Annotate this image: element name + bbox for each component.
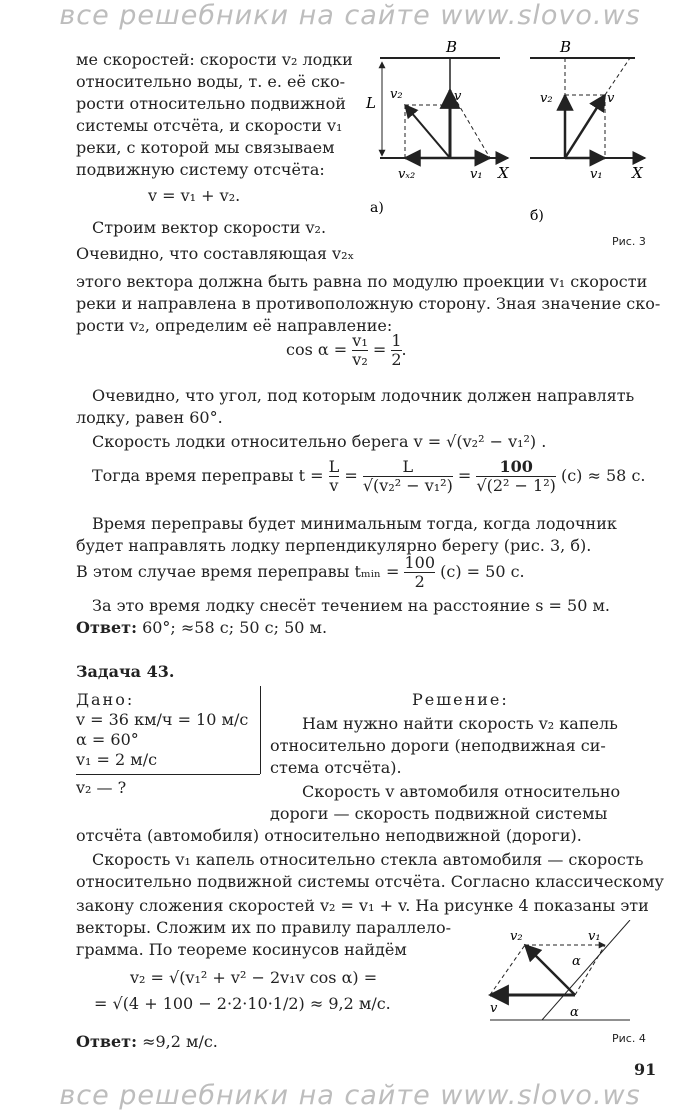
label-alpha-bottom: α [570,1005,579,1020]
text-line: Очевидно, что составляющая v₂ₓ [76,244,355,263]
label-v2: v₂ [510,929,523,944]
text-line: стема отсчёта). [270,758,402,777]
find-item: v₂ — ? [76,778,127,797]
text-line: Нам нужно найти скорость v₂ капель [302,714,618,733]
text-line: относительно подвижной системы отсчёта. Согласно классическому [76,872,664,891]
equation-vector-sum: v = v₁ + v₂. [148,186,241,205]
label-v: v [454,89,462,104]
label-a: а) [370,200,384,216]
fig3-caption: Рис. 3 [612,235,646,248]
label-v2: v₂ [390,87,403,102]
equation-cos-law-1: v₂ = √(v₁² + v² − 2v₁v cos α) = [130,968,378,987]
label-vx2: vₓ₂ [398,167,416,182]
text-line: ме скоростей: скорости v₂ лодки [76,50,353,69]
text-line: рости v₂, определим её направление: [76,316,393,335]
text-line: закону сложения скоростей v₂ = v₁ + v. На рисунке 4 показаны эти [76,896,649,915]
given-title: Дано: [76,690,135,709]
text-line: отсчёта (автомобиля) относительно неподвижной (дороги). [76,826,582,845]
text-line: реки и направлена в противоположную сторону. Зная значение ско- [76,294,661,313]
text-line: системы отсчёта, и скорости v₁ [76,116,343,135]
label-v1: v₁ [470,167,483,182]
text-line: подвижную систему отсчёта: [76,160,325,179]
equation-tmin: В этом случае время переправы tₘᵢₙ = $\frac{100}{2}$ (с) = 50 с. [76,553,525,591]
label-alpha-top: α [572,954,581,969]
text-line: Скорость v автомобиля относительно [302,782,621,801]
text-line: Скорость лодки относительно берега v = √(v₂² − v₁²) . [92,432,547,451]
text-line: реки, с которой мы связываем [76,138,335,157]
label-X: X [498,164,509,182]
solution-title: Решение: [412,690,509,709]
equation-time: Тогда время переправы t = $\frac{L}{v}$ = $\frac{L}{\text{√(v₂² − v₁²)}}$ = $\frac{100}{\text{√(2² − 1²)}}$ (с) ≈ 58 с. [92,457,646,495]
text-line: За это время лодку снесёт течением на расстояние s = 50 м. [92,596,610,615]
text-line: Время переправы будет минимальным тогда, когда лодочник [92,514,617,533]
text-line: Скорость v₁ капель относительно стекла автомобиля — скорость [92,850,644,869]
equation-cos-law-2: = √(4 + 100 − 2·2·10·1/2) ≈ 9,2 м/с. [94,994,391,1013]
label-v-b: v [607,91,615,106]
label-v2-b: v₂ [540,91,553,106]
label-v: v [490,1001,498,1016]
given-item: v = 36 км/ч = 10 м/с [76,710,249,729]
label-b: б) [530,208,544,224]
text-line: векторы. Сложим их по правилу параллело- [76,918,451,937]
text-line: относительно дороги (неподвижная си- [270,736,606,755]
given-item: v₁ = 2 м/с [76,750,158,769]
fig4-caption: Рис. 4 [612,1032,646,1045]
task-title: Задача 43. [76,662,175,681]
label-v1: v₁ [588,929,601,944]
text-line: относительно воды, т. е. её ско- [76,72,346,91]
text-line: лодку, равен 60°. [76,408,223,427]
text-line: Строим вектор скорости v₂. [92,218,327,237]
text-line: Очевидно, что угол, под которым лодочник должен направлять [92,386,635,405]
label-X-b: X [632,164,643,182]
text-line: этого вектора должна быть равна по модулю проекции v₁ скорости [76,272,648,291]
label-L: L [366,94,376,112]
label-B: B [446,40,458,56]
figure-4 [480,920,640,1030]
answer-2: Ответ: ≈9,2 м/с. [76,1032,218,1051]
given-divider [76,774,260,775]
figure-3 [360,40,665,255]
text-line: грамма. По теореме косинусов найдём [76,940,407,959]
label-v1-b: v₁ [590,167,603,182]
answer-1: Ответ: 60°; ≈58 с; 50 с; 50 м. [76,618,328,637]
watermark-top: все решебники на сайте www.slovo.ws [59,0,641,31]
text-line: будет направлять лодку перпендикулярно берегу (рис. 3, б). [76,536,592,555]
text-line: рости относительно подвижной [76,94,346,113]
text-line: дороги — скорость подвижной системы [270,804,608,823]
equation-cos: cos α = $\frac{\text{v₁}}{\text{v₂}}$ = $\frac{1}{2}$ . [286,331,407,369]
given-item: α = 60° [76,730,139,749]
watermark-bottom: все решебники на сайте www.slovo.ws [59,1080,641,1111]
label-B-b: B [560,40,572,56]
page-number: 91 [634,1060,657,1079]
given-vertical-line [260,686,261,774]
